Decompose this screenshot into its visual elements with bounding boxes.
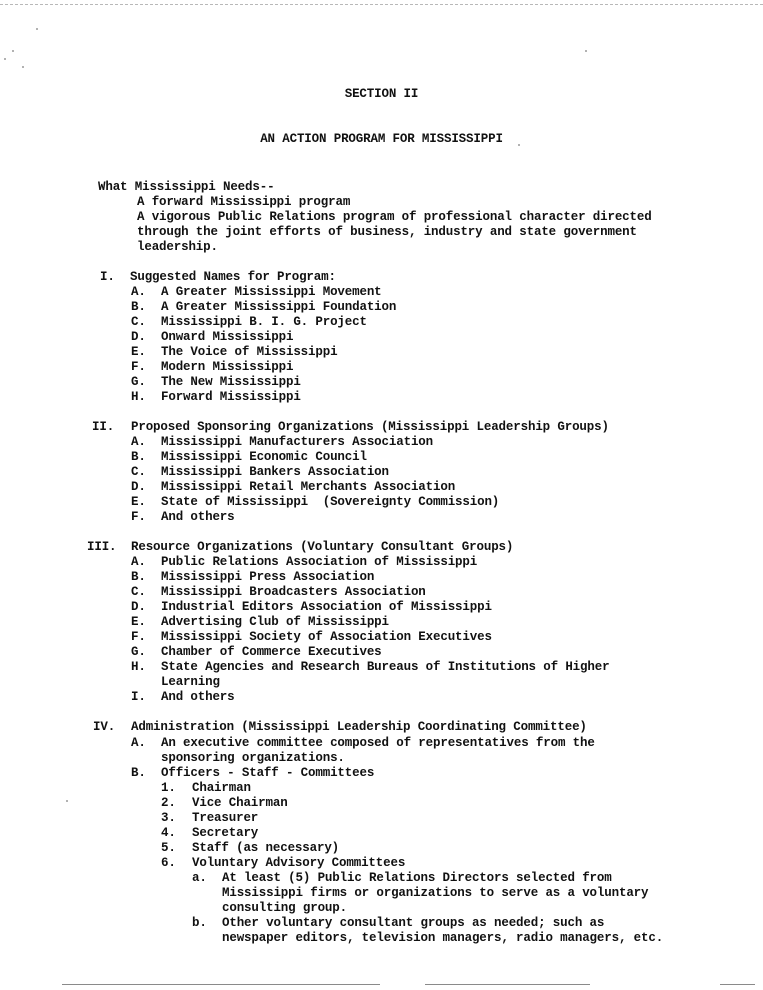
officer-item: Chairman — [192, 781, 251, 795]
list-item: Mississippi Press Association — [161, 570, 375, 584]
needs-line: leadership. — [137, 240, 218, 254]
list-item: Advertising Club of Mississippi — [161, 615, 389, 629]
officer-number: 2. — [161, 796, 176, 810]
list-item: Mississippi Society of Association Executives — [161, 630, 492, 644]
section-heading: Resource Organizations (Voluntary Consultant Groups) — [131, 540, 514, 554]
item-letter: C. — [131, 585, 146, 599]
list-item: Forward Mississippi — [161, 390, 301, 404]
item-letter: C. — [131, 465, 146, 479]
officer-item: Treasurer — [192, 811, 259, 825]
list-item-continuation: sponsoring organizations. — [161, 751, 345, 765]
list-item: Modern Mississippi — [161, 360, 294, 374]
item-letter: A. — [131, 555, 146, 569]
list-item: A Greater Mississippi Movement — [161, 285, 382, 299]
needs-line: through the joint efforts of business, industry and state government — [137, 225, 637, 239]
sub-letter: a. — [192, 871, 207, 885]
officer-item: Staff (as necessary) — [192, 841, 340, 855]
item-letter: G. — [131, 645, 146, 659]
list-item: Industrial Editors Association of Mississippi — [161, 600, 492, 614]
list-item: Mississippi B. I. G. Project — [161, 315, 367, 329]
item-letter: G. — [131, 375, 146, 389]
section-heading: Suggested Names for Program: — [130, 270, 336, 284]
scan-speck — [66, 800, 68, 802]
officer-number: 5. — [161, 841, 176, 855]
scan-bottom-edge — [62, 984, 380, 985]
needs-heading: What Mississippi Needs-- — [98, 180, 275, 194]
scan-speck — [585, 50, 587, 52]
item-letter: B. — [131, 570, 146, 584]
list-item: State Agencies and Research Bureaus of Institutions of Higher — [161, 660, 610, 674]
list-item: An executive committee composed of representatives from the — [161, 736, 595, 750]
list-item: State of Mississippi (Sovereignty Commission) — [161, 495, 500, 509]
list-item: The Voice of Mississippi — [161, 345, 338, 359]
section-title: SECTION II — [344, 87, 419, 101]
item-letter: B. — [131, 450, 146, 464]
item-letter: E. — [131, 615, 146, 629]
needs-line: A forward Mississippi program — [137, 195, 351, 209]
item-letter: A. — [131, 285, 146, 299]
item-letter: D. — [131, 480, 146, 494]
sub-item-continuation: consulting group. — [222, 901, 347, 915]
item-letter: C. — [131, 315, 146, 329]
item-letter: B. — [131, 300, 146, 314]
item-letter: D. — [131, 330, 146, 344]
scan-speck — [12, 50, 14, 52]
officer-number: 4. — [161, 826, 176, 840]
scan-top-edge — [0, 4, 763, 5]
officer-number: 1. — [161, 781, 176, 795]
list-item: Mississippi Manufacturers Association — [161, 435, 433, 449]
item-letter: H. — [131, 390, 146, 404]
sub-item-continuation: newspaper editors, television managers, radio managers, etc. — [222, 931, 664, 945]
section-numeral: II. — [92, 420, 115, 434]
list-item: Mississippi Broadcasters Association — [161, 585, 426, 599]
section-heading: Administration (Mississippi Leadership Coordinating Committee) — [131, 720, 587, 734]
scan-speck — [36, 28, 38, 30]
list-item: A Greater Mississippi Foundation — [161, 300, 397, 314]
list-item: The New Mississippi — [161, 375, 301, 389]
list-item: And others — [161, 510, 235, 524]
list-item: Chamber of Commerce Executives — [161, 645, 382, 659]
list-item: Mississippi Retail Merchants Association — [161, 480, 456, 494]
list-item: Officers - Staff - Committees — [161, 766, 375, 780]
section-numeral: IV. — [93, 720, 116, 734]
section-heading: Proposed Sponsoring Organizations (Mississippi Leadership Groups) — [131, 420, 609, 434]
section-numeral: I. — [100, 270, 115, 284]
list-item: Onward Mississippi — [161, 330, 294, 344]
item-letter: A. — [131, 435, 146, 449]
officer-number: 6. — [161, 856, 176, 870]
sub-letter: b. — [192, 916, 207, 930]
item-letter: H. — [131, 660, 146, 674]
sub-item: Other voluntary consultant groups as needed; such as — [222, 916, 605, 930]
officer-item: Vice Chairman — [192, 796, 288, 810]
item-letter: F. — [131, 510, 146, 524]
list-item: Mississippi Bankers Association — [161, 465, 389, 479]
item-letter: F. — [131, 630, 146, 644]
section-numeral: III. — [87, 540, 117, 554]
officer-item: Voluntary Advisory Committees — [192, 856, 406, 870]
scan-speck — [22, 66, 24, 68]
item-letter: D. — [131, 600, 146, 614]
sub-item: At least (5) Public Relations Directors selected from — [222, 871, 612, 885]
needs-line: A vigorous Public Relations program of professional character directed — [137, 210, 652, 224]
list-item: And others — [161, 690, 235, 704]
list-item: Mississippi Economic Council — [161, 450, 367, 464]
list-item: Public Relations Association of Mississippi — [161, 555, 478, 569]
scan-bottom-edge — [720, 984, 755, 985]
item-letter: E. — [131, 345, 146, 359]
item-letter: A. — [131, 736, 146, 750]
scan-bottom-edge — [425, 984, 590, 985]
item-letter: B. — [131, 766, 146, 780]
list-item-continuation: Learning — [161, 675, 220, 689]
officer-number: 3. — [161, 811, 176, 825]
item-letter: E. — [131, 495, 146, 509]
program-title: AN ACTION PROGRAM FOR MISSISSIPPI — [260, 132, 503, 146]
officer-item: Secretary — [192, 826, 259, 840]
item-letter: I. — [131, 690, 146, 704]
sub-item-continuation: Mississippi firms or organizations to serve as a voluntary — [222, 886, 649, 900]
item-letter: F. — [131, 360, 146, 374]
scan-speck — [4, 58, 6, 60]
